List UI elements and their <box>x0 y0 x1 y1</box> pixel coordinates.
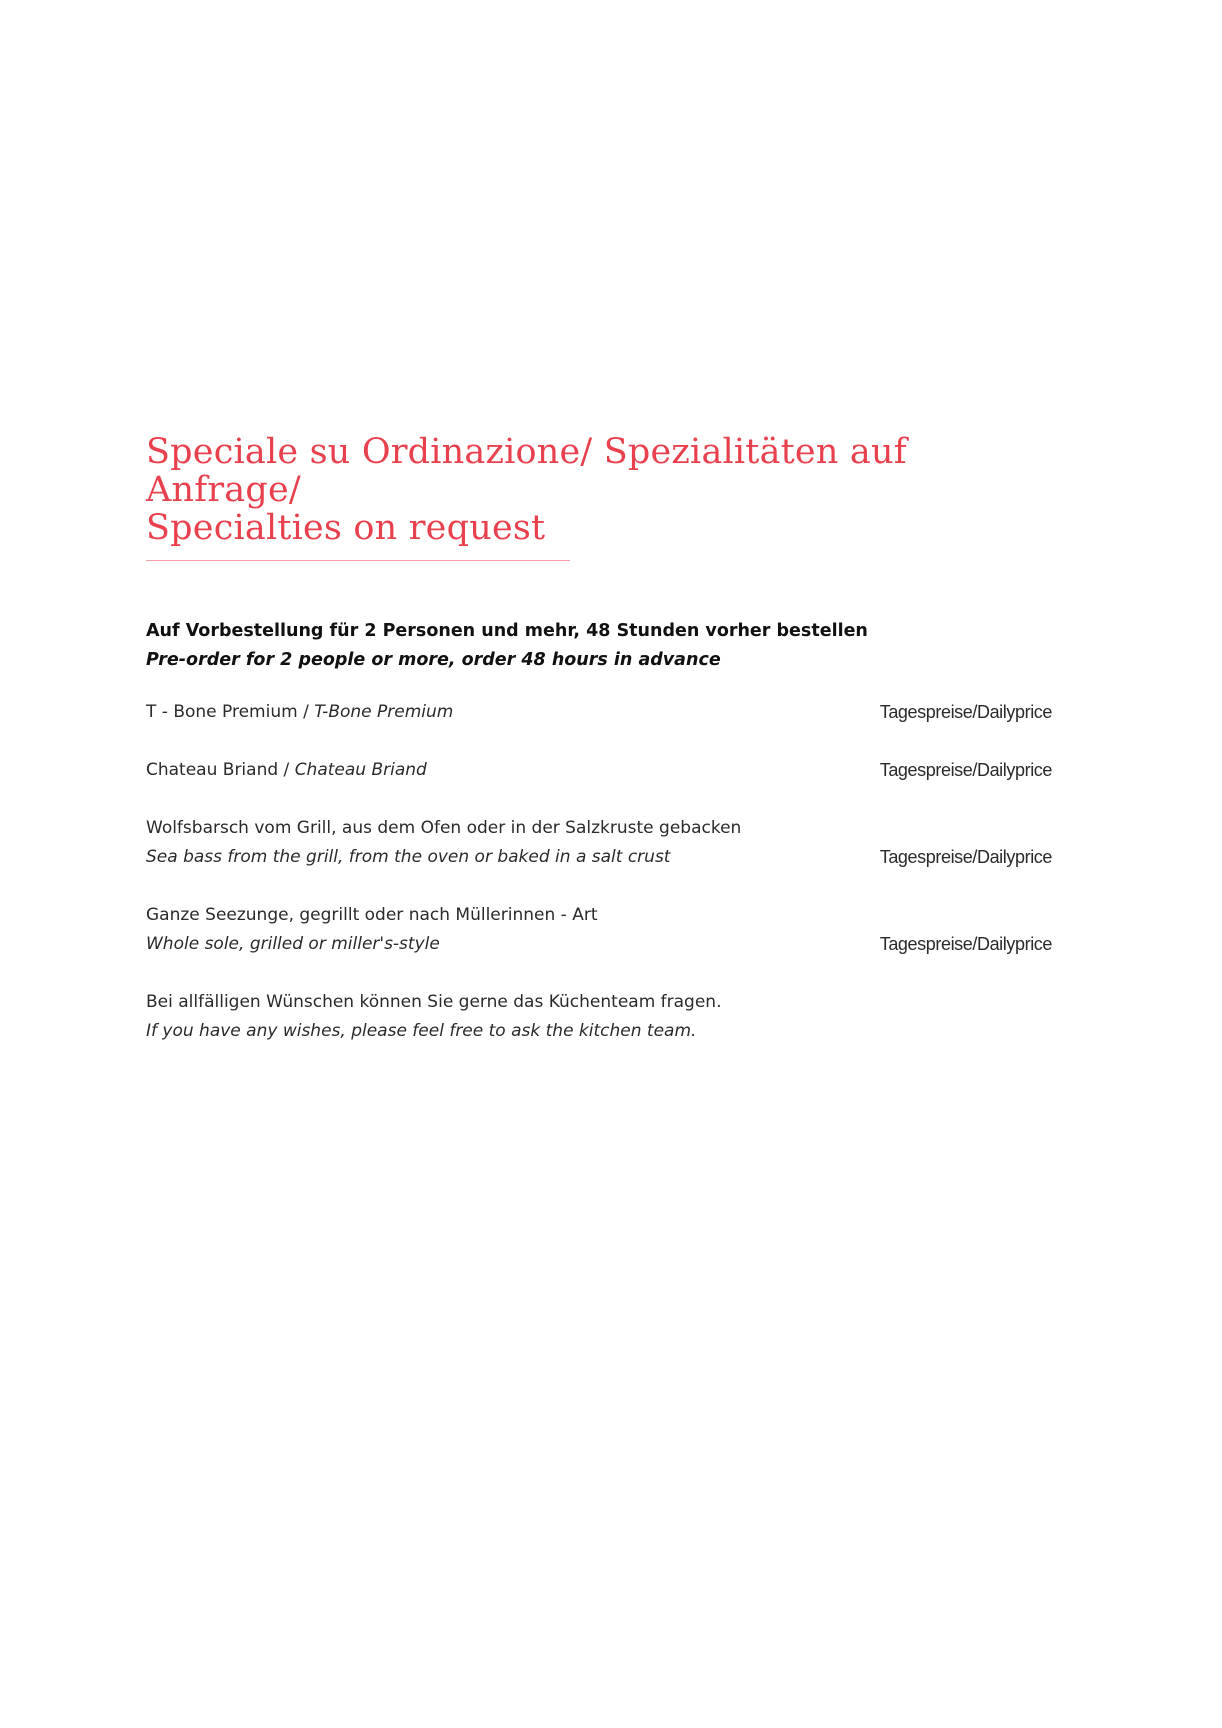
kitchen-team-note-en: If you have any wishes, please feel free to ask the kitchen team. <box>146 1021 697 1041</box>
menu-item-name-de: Wolfsbarsch vom Grill, aus dem Ofen oder in der Salzkruste gebacken <box>146 818 742 838</box>
menu-item-name-de: Ganze Seezunge, gegrillt oder nach Müllerinnen - Art <box>146 905 598 925</box>
section-title-line-2: Specialties on request <box>146 508 546 548</box>
menu-item-name-en: T-Bone Premium <box>314 702 454 722</box>
preorder-notice-en: Pre-order for 2 people or more, order 48 hours in advance <box>146 650 721 670</box>
menu-item-name-de: Chateau Briand / <box>146 760 295 780</box>
menu-items-list <box>146 698 1052 1046</box>
menu-item-sea-bass <box>146 814 1052 872</box>
menu-item-chateau-briand <box>146 756 1052 785</box>
kitchen-team-note <box>146 988 1052 1046</box>
section-title-line-1: Speciale su Ordinazione/ Spezialitäten auf Anfrage/ <box>146 432 907 510</box>
specialties-section <box>146 433 1052 1075</box>
menu-item-price: Tagespreise/Dailyprice <box>879 847 1052 867</box>
menu-item-price: Tagespreise/Dailyprice <box>879 760 1052 780</box>
section-title <box>146 433 1052 547</box>
menu-item-name-en: Whole sole, grilled or miller's-style <box>146 934 440 954</box>
menu-item-name-en: Chateau Briand <box>294 760 427 780</box>
title-underline <box>146 560 570 561</box>
menu-item-name-de: T - Bone Premium / <box>146 702 315 722</box>
preorder-notice-de: Auf Vorbestellung für 2 Personen und mehr, 48 Stunden vorher bestellen <box>146 621 868 641</box>
menu-item-sole <box>146 901 1052 959</box>
menu-item-price: Tagespreise/Dailyprice <box>879 702 1052 722</box>
kitchen-team-note-de: Bei allfälligen Wünschen können Sie gerne das Küchenteam fragen. <box>146 992 722 1012</box>
preorder-notice <box>146 617 1052 675</box>
menu-item-t-bone <box>146 698 1052 727</box>
menu-item-name-en: Sea bass from the grill, from the oven or baked in a salt crust <box>146 847 671 867</box>
menu-item-price: Tagespreise/Dailyprice <box>879 934 1052 954</box>
